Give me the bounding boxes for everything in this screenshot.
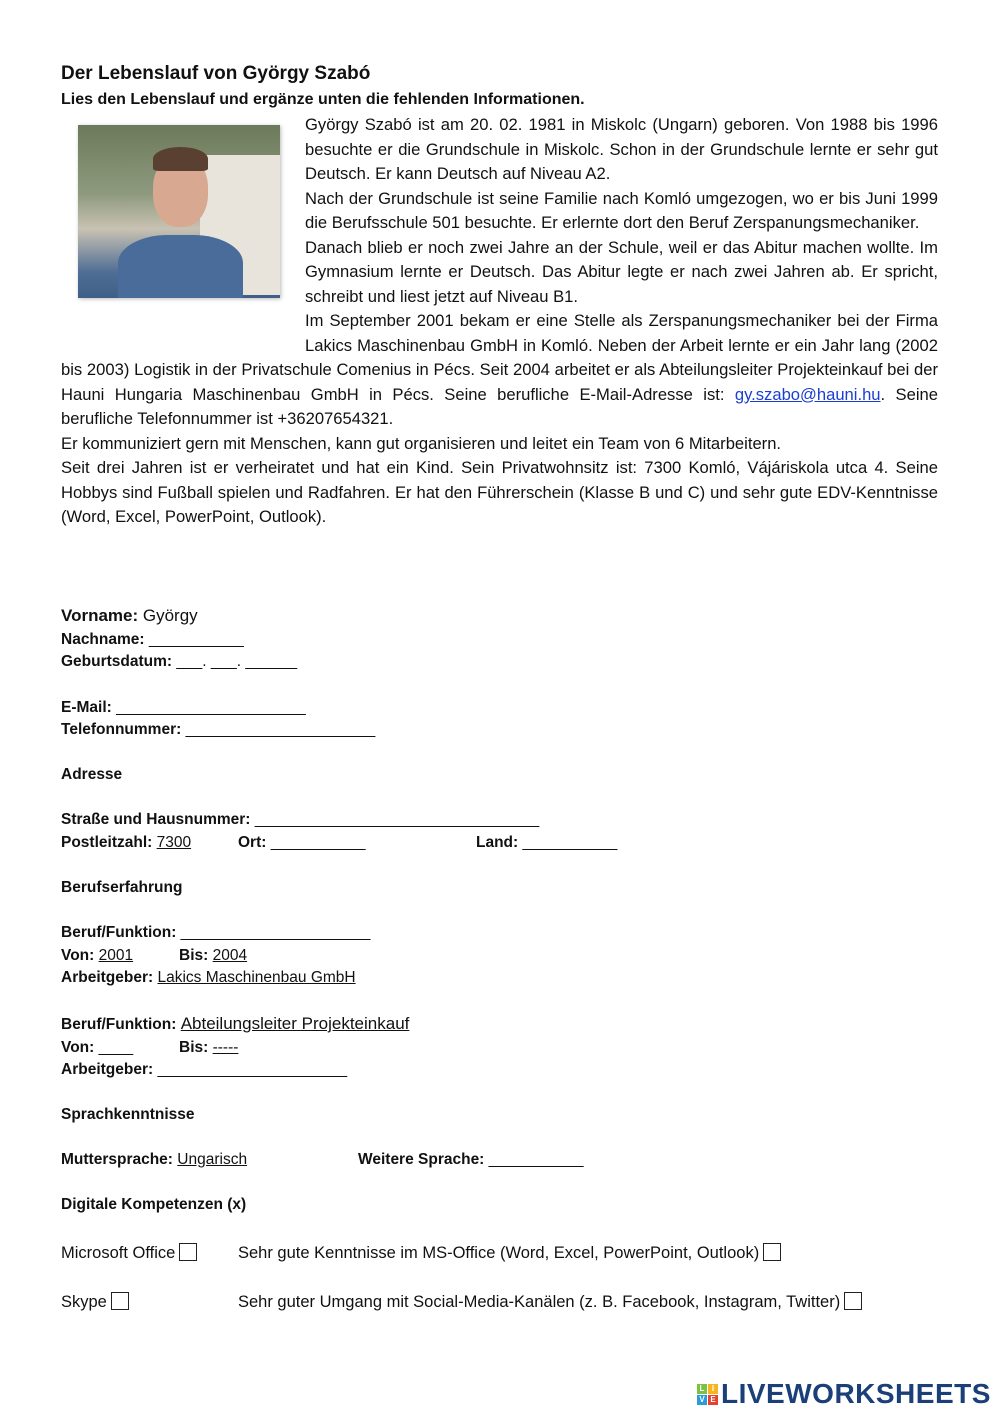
label: Muttersprache: (61, 1151, 173, 1168)
portrait-photo (61, 113, 305, 335)
digitale-heading: Digitale Kompetenzen (x) (61, 1196, 247, 1213)
tile: V (697, 1395, 707, 1405)
nachname-field[interactable]: ___________ (144, 631, 244, 648)
label: Straße und Hausnummer: (61, 811, 251, 828)
plz-value: 7300 (156, 834, 192, 851)
label: Microsoft Office (61, 1244, 176, 1262)
label: Ort: (238, 834, 267, 851)
job2-bis-row (179, 1039, 238, 1057)
label: Beruf/Funktion: (61, 924, 177, 941)
logo-tiles-icon (697, 1384, 718, 1405)
weitere-sprache-field[interactable]: ___________ (484, 1151, 584, 1168)
berufserfahrung-heading: Berufserfahrung (61, 879, 183, 896)
label: Beruf/Funktion: (61, 1016, 177, 1033)
plz-row (61, 834, 191, 852)
label: Skype (61, 1293, 107, 1311)
telefon-field[interactable]: ______________________ (181, 721, 376, 738)
label: Bis: (179, 947, 209, 964)
email-field[interactable]: ______________________ (111, 699, 306, 716)
geburtsdatum-field[interactable]: ___. ___. ______ (172, 653, 298, 670)
page-title: Der Lebenslauf von György Szabó (61, 63, 371, 84)
label: Postleitzahl: (61, 834, 153, 851)
job2-bis-value: ----- (212, 1039, 239, 1056)
label: Sehr guter Umgang mit Social-Media-Kanälen (z. B. Facebook, Instagram, Twitter) (238, 1293, 841, 1311)
checkbox[interactable] (763, 1243, 781, 1261)
label: Von: (61, 947, 95, 964)
tile: E (708, 1395, 718, 1405)
telefon-row (61, 721, 375, 739)
checkbox[interactable] (179, 1243, 197, 1261)
ort-field[interactable]: ___________ (266, 834, 366, 851)
label: Nachname: (61, 631, 145, 648)
cv-text (61, 113, 938, 530)
job1-bis-row (179, 947, 247, 965)
weitere-sprache-row (358, 1151, 584, 1169)
job2-funktion-value: Abteilungsleiter Projekteinkauf (180, 1014, 410, 1033)
job2-von-row (61, 1039, 133, 1057)
nachname-row (61, 631, 244, 649)
paragraph: Nach der Grundschule ist seine Familie nach Komló umgezogen, wo er bis Juni 1999 die Berufsschule 501 besuchte. Er erlernte dort den Beruf Zerspanungsmechaniker. (305, 188, 938, 232)
strasse-field[interactable]: _________________________________ (250, 811, 540, 828)
label: Vorname: (61, 606, 139, 625)
job1-von-row (61, 947, 133, 965)
label: Telefonnummer: (61, 721, 182, 738)
tile: I (708, 1384, 718, 1394)
vorname-value: György (138, 606, 198, 625)
paragraph-text: Im September 2001 bekam er eine Stelle als Zerspanungsmechaniker bei der Firma Lakics Maschinenbau GmbH in Komló. Neben der Arbeit lernte er ein Jahr lang (2002 bis 2003) Logistik in der Privatschule Comenius in Pécs. Seit 2004 arbeitet er als Abteilungsleiter Projekteinkauf bei der Hauni Hungaria Maschinenbau GmbH in Pécs. Seine berufliche E-Mail-Adresse ist: (61, 311, 938, 404)
job1-funktion-row (61, 924, 370, 942)
ort-row (238, 834, 366, 852)
job2-funktion-row (61, 1014, 409, 1034)
paragraph-text: . Seine berufliche Telefonnummer ist +36207654321. (61, 384, 938, 428)
land-field[interactable]: ___________ (518, 834, 618, 851)
logo-text: LIVEWORKSHEETS (721, 1378, 991, 1409)
land-row (476, 834, 617, 852)
job1-von-value: 2001 (98, 947, 134, 964)
tile: L (697, 1384, 707, 1394)
label: Weitere Sprache: (358, 1151, 485, 1168)
muttersprache-row (61, 1151, 247, 1169)
label: Arbeitgeber: (61, 969, 154, 986)
label: E-Mail: (61, 699, 112, 716)
paragraph: Er kommuniziert gern mit Menschen, kann gut organisieren und leitet ein Team von 6 Mitarbeitern. (61, 433, 782, 453)
checkbox[interactable] (844, 1292, 862, 1310)
check-skype (61, 1292, 129, 1312)
label: Land: (476, 834, 519, 851)
paragraph: György Szabó ist am 20. 02. 1981 in Miskolc (Ungarn) geboren. Von 1988 bis 1996 besuchte er die Grundschule in Miskolc. Schon in der Grundschule lernte er sehr gut Deutsch. Er kann Deutsch auf Niveau A2. (305, 115, 938, 183)
strasse-row (61, 811, 539, 829)
email-link[interactable]: gy.szabo@hauni.hu (734, 384, 881, 404)
instruction: Lies den Lebenslauf und ergänze unten die fehlenden Informationen. (61, 91, 585, 108)
label: Bis: (179, 1039, 209, 1056)
label: Von: (61, 1039, 95, 1056)
check-ms-office (61, 1243, 197, 1263)
label: Geburtsdatum: (61, 653, 173, 670)
check-ms-office-advanced (238, 1243, 781, 1263)
muttersprache-value: Ungarisch (177, 1151, 248, 1168)
check-social-media (238, 1292, 862, 1312)
email-row (61, 699, 306, 717)
job1-bis-value: 2004 (212, 947, 248, 964)
sprachkenntnisse-heading: Sprachkenntnisse (61, 1106, 195, 1123)
job1-arbeitgeber-row (61, 969, 356, 987)
paragraph: Danach blieb er noch zwei Jahre an der Schule, weil er das Abitur machen wollte. Im Gymnasium lernte er Deutsch. Das Abitur legte er nach zwei Jahren ab. Er spricht, schreibt und liest jetzt auf Niveau B1. (305, 237, 938, 306)
liveworksheets-logo (697, 1378, 991, 1410)
job1-arbeitgeber-value: Lakics Maschinenbau GmbH (157, 969, 356, 986)
vorname-row (61, 606, 198, 626)
adresse-heading: Adresse (61, 766, 123, 783)
job2-arbeitgeber-field[interactable]: ______________________ (153, 1061, 348, 1078)
job2-von-field[interactable]: ____ (94, 1039, 134, 1056)
job1-funktion-field[interactable]: ______________________ (176, 924, 371, 941)
checkbox[interactable] (111, 1292, 129, 1310)
paragraph: Seit drei Jahren ist er verheiratet und hat ein Kind. Sein Privatwohnsitz ist: 7300 Komló, Vájáriskola utca 4. Seine Hobbys sind Fußball spielen und Radfahren. Er hat den Führerschein (Klasse B und C) und sehr gute EDV-Kenntnisse (Word, Excel, PowerPoint, Outlook). (61, 458, 938, 526)
job2-arbeitgeber-row (61, 1061, 347, 1079)
geburtsdatum-row (61, 653, 297, 671)
label: Sehr gute Kenntnisse im MS-Office (Word, Excel, PowerPoint, Outlook) (238, 1244, 760, 1262)
label: Arbeitgeber: (61, 1061, 154, 1078)
